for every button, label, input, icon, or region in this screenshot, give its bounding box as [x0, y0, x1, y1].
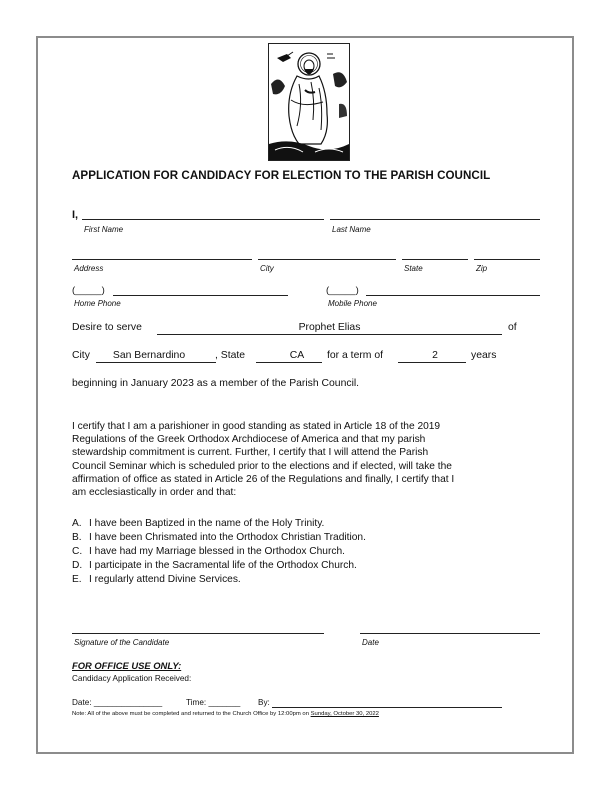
signature-caption: Signature of the Candidate	[74, 638, 170, 647]
zip-caption: Zip	[476, 264, 488, 273]
received-label: Candidacy Application Received:	[72, 674, 192, 683]
certify-line: stewardship commitment is current. Further, I certify that I will attend the Parish	[72, 447, 429, 459]
home-area-code: (_____)	[72, 285, 105, 296]
parish-state-field[interactable]	[256, 362, 322, 363]
list-item	[72, 531, 366, 545]
certify-line: Regulations of the Greek Orthodox Archdiocese of America and that my parish	[72, 434, 426, 446]
state-label: , State	[215, 350, 246, 361]
list-text: I have been Chrismated into the Orthodox Christian Tradition.	[89, 532, 366, 543]
home-phone-caption: Home Phone	[74, 299, 121, 308]
address-field[interactable]	[72, 259, 252, 260]
saint-illustration	[269, 44, 349, 160]
office-by-field[interactable]	[272, 707, 502, 708]
date-caption: Date	[362, 638, 379, 647]
last-name-caption: Last Name	[332, 225, 371, 234]
name-prefix: I,	[72, 209, 79, 221]
city-caption: City	[260, 264, 274, 273]
first-name-caption: First Name	[84, 225, 124, 234]
list-item	[72, 545, 366, 559]
parish-city-value: San Bernardino	[112, 350, 186, 361]
list-letter: A.	[72, 518, 82, 529]
list-text: I participate in the Sacramental life of the Orthodox Church.	[89, 560, 357, 571]
office-by-label: By:	[258, 698, 270, 707]
list-item	[72, 573, 366, 587]
last-name-field[interactable]	[330, 219, 540, 220]
serve-label: Desire to serve	[72, 322, 142, 333]
list-text: I have been Baptized in the name of the Holy Trinity.	[89, 518, 325, 529]
first-name-field[interactable]	[82, 219, 324, 220]
list-text: I have had my Marriage blessed in the Orthodox Church.	[89, 546, 345, 557]
state-caption: State	[404, 264, 423, 273]
list-item	[72, 559, 366, 573]
office-date-label: Date: _______________	[72, 698, 163, 707]
list-letter: C.	[72, 546, 83, 557]
signature-date-field[interactable]	[360, 633, 540, 634]
list-letter: D.	[72, 560, 83, 571]
list-item	[72, 517, 366, 531]
list-text: I regularly attend Divine Services.	[89, 574, 241, 585]
certify-line: affirmation of office as stated in Article 26 of the Regulations and finally, I certify that I	[72, 473, 455, 485]
parish-city-field[interactable]	[96, 362, 216, 363]
note-text: Note: All of the above must be completed and returned to the Church Office by 12:00pm on	[72, 711, 311, 717]
zip-field[interactable]	[474, 259, 540, 260]
address-caption: Address	[74, 264, 104, 273]
city-label: City	[72, 350, 90, 361]
years-label: years	[471, 350, 497, 361]
office-time-label: Time: _______	[186, 698, 241, 707]
note-deadline: Sunday, October 30, 2022	[310, 711, 379, 717]
certification-paragraph	[72, 420, 552, 499]
parish-state-value: CA	[289, 350, 305, 361]
signature-field[interactable]	[72, 633, 324, 634]
term-value: 2	[432, 350, 438, 361]
certify-line: Council Seminar which is scheduled prior to the elections and if elected, will take the	[72, 460, 452, 472]
list-letter: B.	[72, 532, 82, 543]
form-title: APPLICATION FOR CANDIDACY FOR ELECTION TO THE PARISH COUNCIL	[72, 169, 491, 182]
city-field[interactable]	[258, 259, 396, 260]
certify-line: I certify that I am a parishioner in good standing as stated in Article 18 of the 2019	[72, 421, 441, 432]
term-field[interactable]	[398, 362, 466, 363]
conditions-list	[72, 517, 366, 587]
serve-suffix: of	[508, 322, 517, 333]
saint-icon	[268, 43, 350, 161]
state-field[interactable]	[402, 259, 468, 260]
mobile-phone-caption: Mobile Phone	[328, 299, 377, 308]
home-phone-field[interactable]	[113, 295, 288, 296]
mobile-phone-field[interactable]	[366, 295, 540, 296]
mobile-area-code: (_____)	[326, 285, 359, 296]
deadline-note	[72, 711, 379, 717]
certify-line: am ecclesiastically in order and that:	[72, 487, 237, 499]
parish-field[interactable]	[157, 334, 502, 335]
beginning-text: beginning in January 2023 as a member of the Parish Council.	[72, 378, 360, 389]
parish-value: Prophet Elias	[298, 322, 361, 333]
office-use-heading: FOR OFFICE USE ONLY:	[72, 660, 182, 671]
list-letter: E.	[72, 574, 82, 585]
term-label: for a term of	[327, 350, 384, 361]
